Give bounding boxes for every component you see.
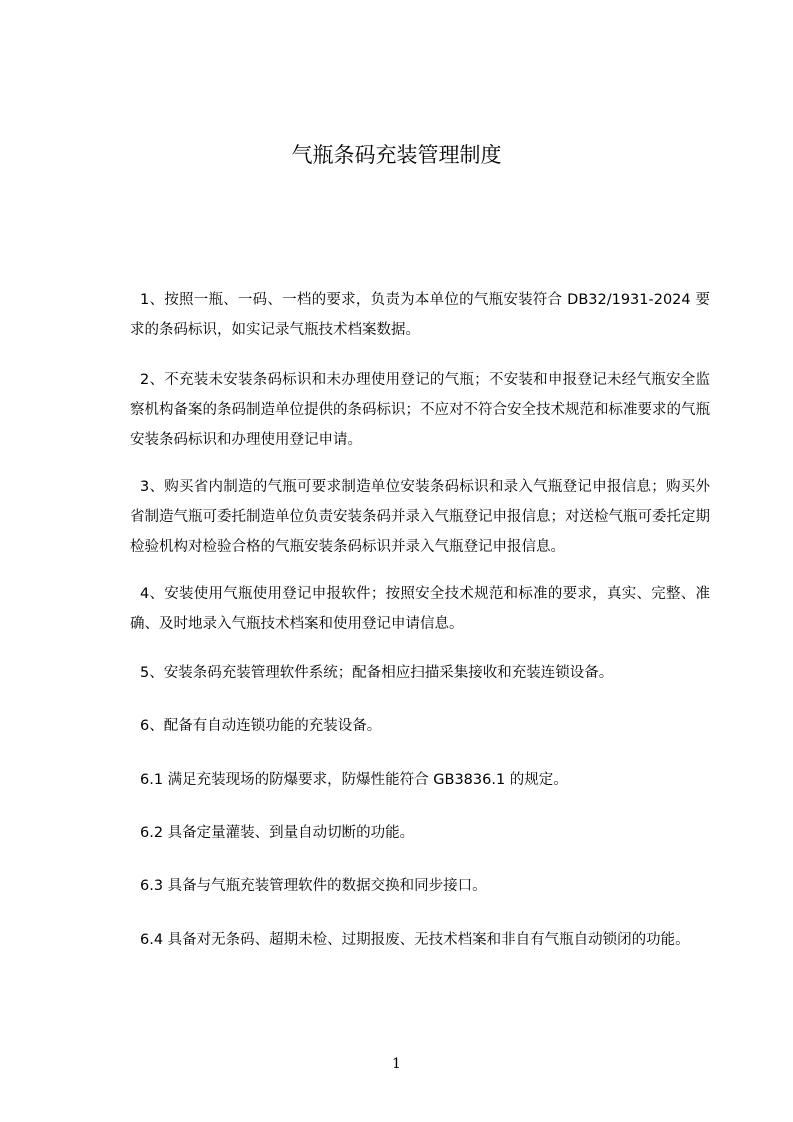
paragraph-6-4: 6.4 具备对无条码、超期未检、过期报废、无技术档案和非自有气瓶自动锁闭的功能。: [140, 932, 690, 948]
paragraph-4: 4、安装使用气瓶使用登记申报软件；按照安全技术规范和标准的要求，真实、完整、准确、及时地录入气瓶技术档案和使用登记申请信息。: [130, 586, 710, 632]
page-number: 1: [392, 1056, 401, 1072]
paragraph-2: 2、不充装未安装条码标识和未办理使用登记的气瓶；不安装和申报登记未经气瓶安全监察机构备案的条码制造单位提供的条码标识；不应对不符合安全技术规范和标准要求的气瓶安装条码标识和办理使用登记申请。: [130, 372, 710, 448]
paragraph-5: 5、安装条码充装管理软件系统；配备相应扫描采集接收和充装连锁设备。: [140, 665, 614, 681]
paragraph-6-2: 6.2 具备定量灌装、到量自动切断的功能。: [140, 825, 415, 841]
document-title: 气瓶条码充装管理制度: [291, 143, 502, 167]
paragraph-6: 6、配备有自动连锁功能的充装设备。: [140, 718, 382, 734]
paragraph-3: 3、购买省内制造的气瓶可要求制造单位安装条码标识和录入气瓶登记申报信息；购买外省制造气瓶可委托制造单位负责安装条码并录入气瓶登记申报信息；对送检气瓶可委托定期检验机构对检验合格的气瓶安装条码标识并录入气瓶登记申报信息。: [130, 479, 710, 555]
paragraph-6-3: 6.3 具备与气瓶充装管理软件的数据交换和同步接口。: [140, 878, 487, 894]
paragraph-1: 1、按照一瓶、一码、一档的要求，负责为本单位的气瓶安装符合 DB32/1931-2024 要求的条码标识，如实记录气瓶技术档案数据。: [130, 292, 710, 338]
paragraph-6-1: 6.1 满足充装现场的防爆要求，防爆性能符合 GB3836.1 的规定。: [140, 772, 568, 788]
